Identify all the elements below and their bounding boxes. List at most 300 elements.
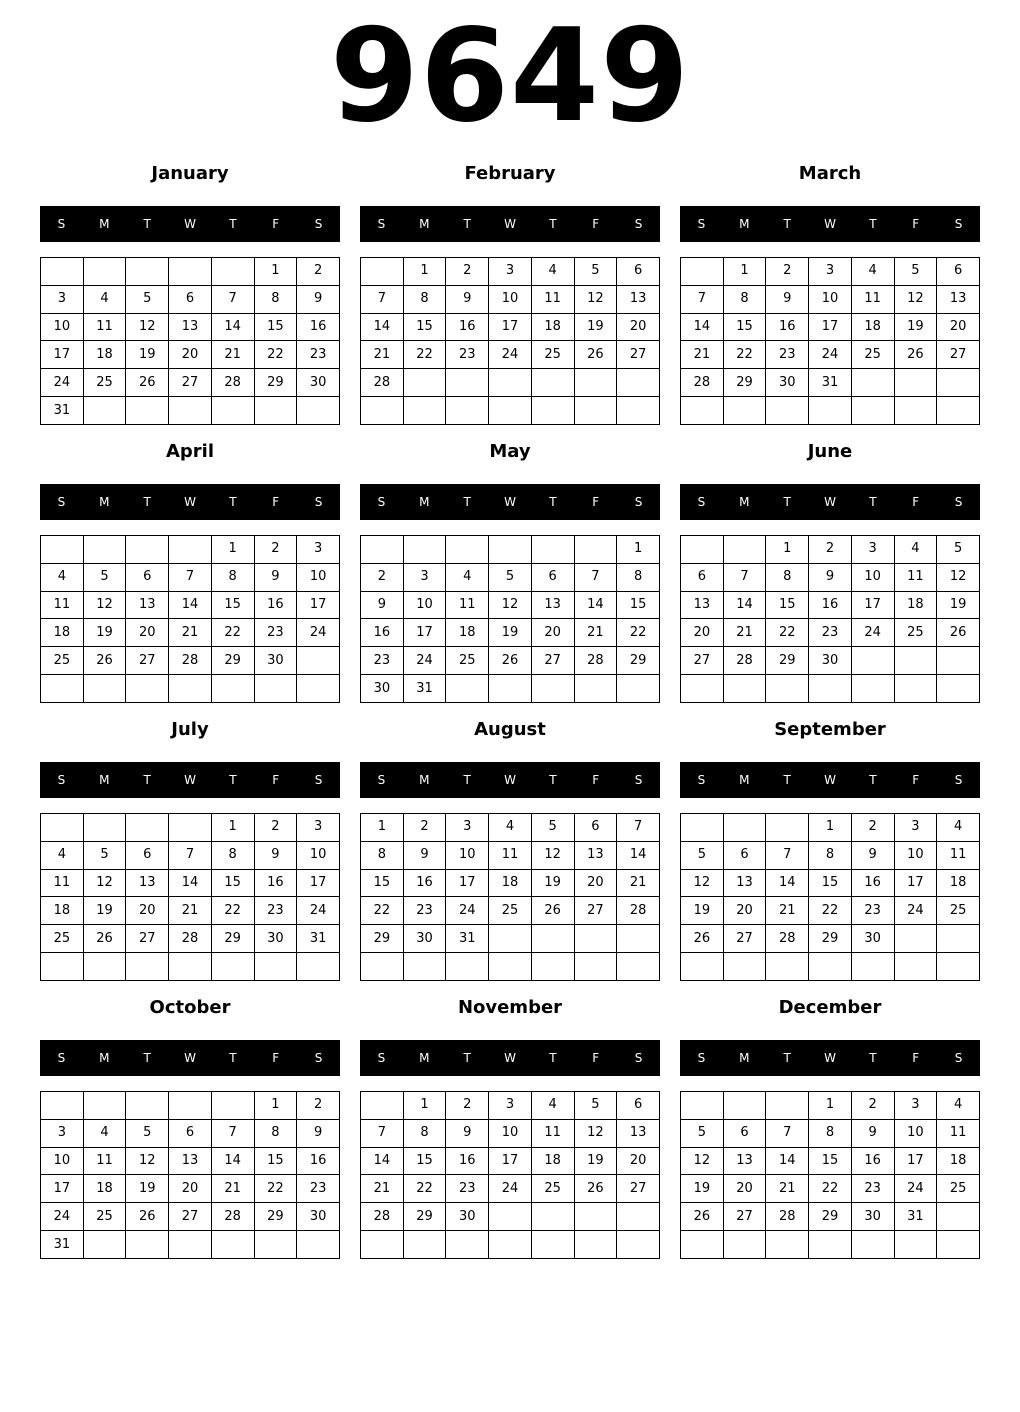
weekday-label: T bbox=[463, 217, 471, 231]
week-row bbox=[41, 258, 340, 286]
day-cell: 19 bbox=[574, 1147, 617, 1175]
day-cell: 24 bbox=[851, 619, 894, 647]
day-cell: 28 bbox=[766, 1203, 809, 1231]
day-cell: 18 bbox=[41, 897, 84, 925]
day-cell: 6 bbox=[723, 841, 766, 869]
weekday-label: S bbox=[697, 217, 706, 231]
day-cell bbox=[574, 953, 617, 981]
day-cell: 16 bbox=[254, 869, 297, 897]
weekday-header-bar bbox=[360, 762, 660, 798]
day-cell: 20 bbox=[531, 619, 574, 647]
day-cell: 23 bbox=[403, 897, 446, 925]
weekday-label: F bbox=[272, 1051, 280, 1065]
day-cell: 20 bbox=[126, 897, 169, 925]
day-cell: 30 bbox=[254, 925, 297, 953]
day-cell bbox=[41, 536, 84, 564]
day-cell: 30 bbox=[766, 369, 809, 397]
day-cell: 7 bbox=[211, 285, 254, 313]
week-row bbox=[361, 1119, 660, 1147]
day-cell: 6 bbox=[126, 563, 169, 591]
week-row bbox=[361, 897, 660, 925]
day-cell bbox=[211, 1092, 254, 1120]
day-cell: 21 bbox=[723, 619, 766, 647]
day-cell: 13 bbox=[617, 285, 660, 313]
day-cell: 3 bbox=[851, 536, 894, 564]
day-cell: 15 bbox=[723, 313, 766, 341]
day-cell: 5 bbox=[574, 258, 617, 286]
week-row bbox=[681, 1119, 980, 1147]
weekday-label: S bbox=[697, 773, 706, 787]
weekday-label: T bbox=[229, 773, 237, 787]
day-cell bbox=[723, 814, 766, 842]
day-cell: 14 bbox=[211, 313, 254, 341]
day-cell: 11 bbox=[446, 591, 489, 619]
day-cell: 30 bbox=[297, 1203, 340, 1231]
day-cell: 26 bbox=[937, 619, 980, 647]
month-name: August bbox=[474, 719, 546, 740]
weekday-label: F bbox=[912, 1051, 920, 1065]
day-cell: 21 bbox=[681, 341, 724, 369]
day-cell: 22 bbox=[809, 897, 852, 925]
day-cell: 25 bbox=[531, 1175, 574, 1203]
day-cell bbox=[446, 369, 489, 397]
day-cell: 15 bbox=[766, 591, 809, 619]
day-cell: 5 bbox=[937, 536, 980, 564]
day-cell: 31 bbox=[41, 397, 84, 425]
week-row bbox=[41, 285, 340, 313]
week-row bbox=[41, 1092, 340, 1120]
weekday-label: S bbox=[697, 1051, 706, 1065]
day-cell: 14 bbox=[766, 869, 809, 897]
day-cell bbox=[723, 953, 766, 981]
day-cell: 21 bbox=[211, 1175, 254, 1203]
day-cell: 5 bbox=[489, 563, 532, 591]
day-cell: 11 bbox=[83, 313, 126, 341]
day-cell: 18 bbox=[83, 341, 126, 369]
day-cell: 3 bbox=[403, 563, 446, 591]
week-row bbox=[41, 814, 340, 842]
weekday-label: S bbox=[954, 217, 963, 231]
day-cell: 26 bbox=[681, 925, 724, 953]
weekday-header-bar bbox=[40, 1040, 340, 1076]
day-cell: 28 bbox=[723, 647, 766, 675]
day-cell: 3 bbox=[297, 536, 340, 564]
day-cell: 29 bbox=[361, 925, 404, 953]
day-cell: 1 bbox=[766, 536, 809, 564]
day-cell bbox=[723, 1231, 766, 1259]
day-cell: 6 bbox=[681, 563, 724, 591]
weekday-label: M bbox=[739, 495, 750, 509]
day-cell: 4 bbox=[851, 258, 894, 286]
day-cell bbox=[211, 1231, 254, 1259]
day-cell: 30 bbox=[809, 647, 852, 675]
weekday-header-bar bbox=[40, 206, 340, 242]
day-cell: 28 bbox=[211, 369, 254, 397]
day-cell: 2 bbox=[361, 563, 404, 591]
day-cell bbox=[126, 814, 169, 842]
day-cell bbox=[574, 675, 617, 703]
day-cell: 6 bbox=[169, 1119, 212, 1147]
day-cell: 3 bbox=[809, 258, 852, 286]
week-row bbox=[361, 925, 660, 953]
day-cell: 23 bbox=[851, 1175, 894, 1203]
week-row bbox=[41, 647, 340, 675]
day-cell: 24 bbox=[41, 369, 84, 397]
day-cell: 4 bbox=[446, 563, 489, 591]
day-cell bbox=[531, 953, 574, 981]
day-cell bbox=[41, 258, 84, 286]
day-cell: 19 bbox=[681, 897, 724, 925]
weekday-label: F bbox=[912, 773, 920, 787]
week-row bbox=[681, 647, 980, 675]
day-cell: 13 bbox=[937, 285, 980, 313]
day-cell: 14 bbox=[766, 1147, 809, 1175]
day-cell: 24 bbox=[41, 1203, 84, 1231]
day-cell: 5 bbox=[531, 814, 574, 842]
week-row bbox=[361, 1147, 660, 1175]
day-cell: 18 bbox=[83, 1175, 126, 1203]
day-cell: 17 bbox=[297, 869, 340, 897]
day-cell: 26 bbox=[574, 341, 617, 369]
week-row bbox=[361, 1231, 660, 1259]
day-cell: 15 bbox=[809, 1147, 852, 1175]
day-cell: 8 bbox=[211, 841, 254, 869]
weekday-label: S bbox=[954, 1051, 963, 1065]
day-cell: 18 bbox=[851, 313, 894, 341]
day-cell: 27 bbox=[723, 1203, 766, 1231]
week-row bbox=[681, 313, 980, 341]
day-cell: 2 bbox=[297, 258, 340, 286]
day-cell bbox=[937, 675, 980, 703]
day-cell: 9 bbox=[446, 285, 489, 313]
week-row bbox=[41, 841, 340, 869]
day-cell: 11 bbox=[531, 285, 574, 313]
weekday-label: S bbox=[377, 773, 386, 787]
day-cell: 14 bbox=[723, 591, 766, 619]
day-cell bbox=[169, 258, 212, 286]
week-row bbox=[681, 897, 980, 925]
day-cell: 18 bbox=[937, 869, 980, 897]
day-cell: 25 bbox=[894, 619, 937, 647]
day-cell: 25 bbox=[937, 1175, 980, 1203]
weekday-label: T bbox=[869, 773, 877, 787]
day-cell bbox=[617, 925, 660, 953]
day-cell bbox=[83, 1092, 126, 1120]
day-cell: 9 bbox=[254, 841, 297, 869]
day-cell: 28 bbox=[574, 647, 617, 675]
week-row bbox=[681, 397, 980, 425]
day-cell: 1 bbox=[254, 1092, 297, 1120]
day-cell: 27 bbox=[169, 369, 212, 397]
day-cell: 17 bbox=[851, 591, 894, 619]
day-cell bbox=[937, 369, 980, 397]
weekday-label: W bbox=[504, 773, 516, 787]
day-cell: 22 bbox=[211, 619, 254, 647]
day-cell: 4 bbox=[937, 1092, 980, 1120]
day-cell: 4 bbox=[531, 1092, 574, 1120]
month-name: November bbox=[457, 997, 563, 1018]
day-cell: 2 bbox=[851, 1092, 894, 1120]
week-row bbox=[361, 591, 660, 619]
day-cell: 22 bbox=[766, 619, 809, 647]
day-cell bbox=[126, 397, 169, 425]
day-cell bbox=[403, 536, 446, 564]
weekday-label: W bbox=[504, 495, 516, 509]
day-cell: 24 bbox=[297, 897, 340, 925]
day-cell bbox=[361, 953, 404, 981]
day-cell bbox=[297, 647, 340, 675]
weekday-label: F bbox=[592, 495, 600, 509]
day-cell bbox=[681, 814, 724, 842]
day-cell bbox=[681, 536, 724, 564]
day-cell: 25 bbox=[446, 647, 489, 675]
day-cell: 10 bbox=[41, 1147, 84, 1175]
day-cell bbox=[169, 675, 212, 703]
day-cell: 23 bbox=[851, 897, 894, 925]
weekday-label: S bbox=[634, 773, 643, 787]
week-row bbox=[41, 591, 340, 619]
week-row bbox=[361, 1203, 660, 1231]
weekday-label: S bbox=[314, 1051, 323, 1065]
weekday-label: W bbox=[184, 1051, 196, 1065]
day-cell: 24 bbox=[489, 341, 532, 369]
weekday-header-bar bbox=[360, 1040, 660, 1076]
day-cell bbox=[297, 397, 340, 425]
day-cell: 21 bbox=[766, 1175, 809, 1203]
day-cell: 9 bbox=[766, 285, 809, 313]
day-cell: 3 bbox=[41, 1119, 84, 1147]
weekday-label: W bbox=[824, 773, 836, 787]
day-cell: 24 bbox=[894, 1175, 937, 1203]
week-row bbox=[681, 1175, 980, 1203]
weekday-label: T bbox=[549, 495, 557, 509]
day-cell: 11 bbox=[894, 563, 937, 591]
day-cell: 9 bbox=[851, 841, 894, 869]
day-cell: 12 bbox=[574, 1119, 617, 1147]
day-cell: 18 bbox=[894, 591, 937, 619]
weekday-label: W bbox=[184, 217, 196, 231]
day-cell: 20 bbox=[169, 1175, 212, 1203]
weekday-label: S bbox=[314, 495, 323, 509]
week-row bbox=[681, 814, 980, 842]
day-cell: 24 bbox=[894, 897, 937, 925]
day-cell: 22 bbox=[211, 897, 254, 925]
day-cell bbox=[446, 397, 489, 425]
day-cell: 16 bbox=[297, 313, 340, 341]
day-cell: 29 bbox=[809, 1203, 852, 1231]
day-cell: 8 bbox=[403, 1119, 446, 1147]
day-cell: 26 bbox=[574, 1175, 617, 1203]
day-cell: 26 bbox=[681, 1203, 724, 1231]
day-cell: 13 bbox=[126, 591, 169, 619]
day-cell bbox=[297, 675, 340, 703]
day-cell: 24 bbox=[297, 619, 340, 647]
day-cell: 12 bbox=[126, 313, 169, 341]
day-cell bbox=[83, 953, 126, 981]
week-row bbox=[41, 369, 340, 397]
day-cell: 1 bbox=[723, 258, 766, 286]
day-cell: 12 bbox=[489, 591, 532, 619]
day-cell: 27 bbox=[126, 647, 169, 675]
day-cell: 10 bbox=[297, 563, 340, 591]
month-name: January bbox=[151, 163, 229, 184]
day-cell bbox=[531, 1203, 574, 1231]
day-cell: 16 bbox=[361, 619, 404, 647]
day-cell bbox=[617, 1231, 660, 1259]
day-cell: 30 bbox=[403, 925, 446, 953]
day-cell: 21 bbox=[361, 1175, 404, 1203]
day-cell: 2 bbox=[809, 536, 852, 564]
day-cell: 10 bbox=[41, 313, 84, 341]
week-row bbox=[361, 1092, 660, 1120]
day-cell: 16 bbox=[851, 1147, 894, 1175]
day-cell: 29 bbox=[254, 1203, 297, 1231]
day-cell bbox=[169, 953, 212, 981]
day-cell: 7 bbox=[361, 1119, 404, 1147]
day-cell: 9 bbox=[809, 563, 852, 591]
week-row bbox=[361, 285, 660, 313]
day-cell: 8 bbox=[766, 563, 809, 591]
day-cell bbox=[531, 536, 574, 564]
day-cell: 23 bbox=[297, 341, 340, 369]
week-row bbox=[681, 285, 980, 313]
day-cell: 12 bbox=[937, 563, 980, 591]
day-cell bbox=[617, 675, 660, 703]
week-row bbox=[361, 675, 660, 703]
day-cell: 22 bbox=[254, 341, 297, 369]
day-cell: 31 bbox=[446, 925, 489, 953]
day-cell: 15 bbox=[809, 869, 852, 897]
week-row bbox=[361, 536, 660, 564]
day-cell: 2 bbox=[403, 814, 446, 842]
day-cell: 25 bbox=[489, 897, 532, 925]
day-cell: 22 bbox=[809, 1175, 852, 1203]
day-cell: 12 bbox=[681, 1147, 724, 1175]
day-cell: 28 bbox=[361, 369, 404, 397]
day-grid bbox=[680, 257, 980, 425]
day-cell: 23 bbox=[297, 1175, 340, 1203]
day-cell: 14 bbox=[574, 591, 617, 619]
day-cell bbox=[766, 814, 809, 842]
day-cell: 22 bbox=[403, 341, 446, 369]
day-cell: 12 bbox=[894, 285, 937, 313]
day-cell: 11 bbox=[83, 1147, 126, 1175]
weekday-label: F bbox=[592, 217, 600, 231]
day-cell bbox=[894, 647, 937, 675]
day-cell: 30 bbox=[851, 925, 894, 953]
week-row bbox=[361, 258, 660, 286]
weekday-label: S bbox=[954, 495, 963, 509]
day-cell: 2 bbox=[851, 814, 894, 842]
day-cell bbox=[126, 536, 169, 564]
day-cell: 24 bbox=[403, 647, 446, 675]
day-cell bbox=[489, 397, 532, 425]
day-cell: 9 bbox=[297, 285, 340, 313]
week-row bbox=[681, 536, 980, 564]
day-cell: 16 bbox=[809, 591, 852, 619]
day-cell bbox=[41, 814, 84, 842]
day-cell bbox=[574, 1203, 617, 1231]
day-cell bbox=[851, 369, 894, 397]
day-cell bbox=[531, 675, 574, 703]
day-cell: 20 bbox=[723, 1175, 766, 1203]
day-cell: 12 bbox=[83, 869, 126, 897]
day-cell bbox=[681, 675, 724, 703]
day-cell: 25 bbox=[531, 341, 574, 369]
day-cell: 1 bbox=[403, 1092, 446, 1120]
day-cell bbox=[894, 953, 937, 981]
day-cell: 7 bbox=[211, 1119, 254, 1147]
day-cell: 11 bbox=[851, 285, 894, 313]
day-cell: 28 bbox=[169, 925, 212, 953]
day-cell: 7 bbox=[681, 285, 724, 313]
day-cell: 6 bbox=[574, 814, 617, 842]
day-cell: 9 bbox=[254, 563, 297, 591]
day-cell: 13 bbox=[169, 1147, 212, 1175]
day-cell: 30 bbox=[446, 1203, 489, 1231]
week-row bbox=[41, 953, 340, 981]
weekday-label: T bbox=[463, 773, 471, 787]
day-cell bbox=[254, 953, 297, 981]
day-cell: 25 bbox=[937, 897, 980, 925]
day-grid bbox=[360, 1091, 660, 1259]
day-grid bbox=[40, 535, 340, 703]
day-cell bbox=[809, 397, 852, 425]
day-cell: 15 bbox=[254, 313, 297, 341]
week-row bbox=[681, 1092, 980, 1120]
day-cell: 20 bbox=[723, 897, 766, 925]
day-cell bbox=[41, 953, 84, 981]
day-cell: 29 bbox=[254, 369, 297, 397]
day-cell bbox=[83, 675, 126, 703]
week-row bbox=[681, 1203, 980, 1231]
week-row bbox=[681, 675, 980, 703]
day-cell bbox=[723, 1092, 766, 1120]
day-grid bbox=[680, 813, 980, 981]
day-cell bbox=[851, 647, 894, 675]
day-cell: 14 bbox=[681, 313, 724, 341]
day-cell: 4 bbox=[489, 814, 532, 842]
day-cell: 22 bbox=[254, 1175, 297, 1203]
day-cell: 19 bbox=[126, 341, 169, 369]
day-cell bbox=[126, 1092, 169, 1120]
weekday-label: S bbox=[697, 495, 706, 509]
week-row bbox=[41, 675, 340, 703]
day-cell: 22 bbox=[723, 341, 766, 369]
month-name: September bbox=[774, 719, 886, 740]
day-cell: 16 bbox=[851, 869, 894, 897]
day-cell bbox=[169, 536, 212, 564]
day-cell: 14 bbox=[617, 841, 660, 869]
day-cell bbox=[531, 1231, 574, 1259]
day-cell: 17 bbox=[41, 1175, 84, 1203]
day-cell: 17 bbox=[809, 313, 852, 341]
day-cell bbox=[766, 675, 809, 703]
year-title: 9649 bbox=[329, 2, 691, 151]
weekday-label: T bbox=[783, 217, 791, 231]
day-cell bbox=[126, 258, 169, 286]
day-cell bbox=[937, 953, 980, 981]
weekday-label: T bbox=[783, 1051, 791, 1065]
day-cell bbox=[681, 258, 724, 286]
week-row bbox=[681, 953, 980, 981]
weekday-label: M bbox=[419, 217, 430, 231]
day-cell bbox=[83, 258, 126, 286]
day-cell: 3 bbox=[894, 814, 937, 842]
day-cell: 5 bbox=[894, 258, 937, 286]
day-cell: 28 bbox=[617, 897, 660, 925]
day-cell: 7 bbox=[574, 563, 617, 591]
